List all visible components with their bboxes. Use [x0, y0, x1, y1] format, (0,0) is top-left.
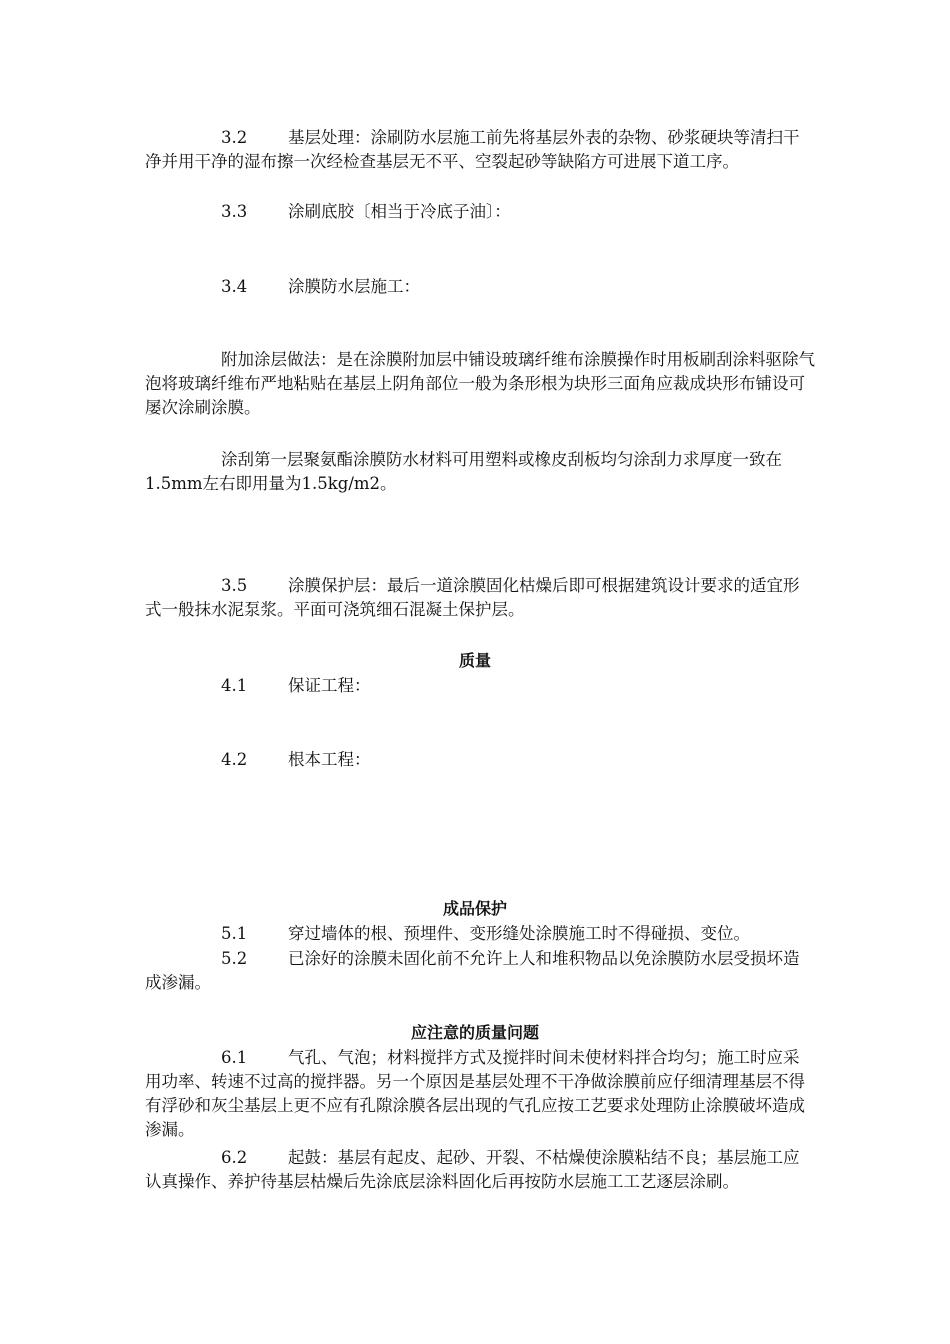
section-text: 穿过墙体的根、预埋件、变形缝处涂膜施工时不得碰损、变位。: [288, 924, 750, 943]
section-text: 涂刷底胶〔相当于冷底子油〕：: [288, 202, 511, 221]
section-number: 3.5: [221, 576, 248, 595]
section-5-2: [145, 947, 815, 995]
section-4-2: [145, 748, 815, 772]
heading-quality-issues: 应注意的质量问题: [410, 1023, 539, 1042]
heading-quality: 质量: [458, 651, 491, 670]
section-text: 起鼓：基层有起皮、起砂、开裂、不枯燥使涂膜粘结不良；基层施工应认真操作、养护待基层枯燥后先涂底层涂料固化后再按防水层施工工艺逐层涂刷。: [145, 1148, 800, 1191]
section-number: 3.3: [221, 202, 248, 221]
section-number: 5.2: [221, 949, 248, 968]
section-number: 6.2: [221, 1148, 248, 1167]
section-3-3: [145, 200, 815, 224]
section-number: 3.2: [221, 128, 248, 147]
section-5-1: [145, 922, 815, 946]
paragraph-additional-coating: 附加涂层做法：是在涂膜附加层中铺设玻璃纤维布涂膜操作时用板刷刮涂料驱除气泡将玻璃纤维布严地粘贴在基层上阴角部位一般为条形根为块形三面角应裁成块形布铺设可屡次涂刷涂膜。: [145, 350, 815, 417]
section-number: 4.2: [221, 750, 248, 769]
section-number: 5.1: [221, 924, 248, 943]
section-text: 气孔、气泡；材料搅拌方式及搅拌时间未使材料拌合均匀；施工时应采用功率、转速不过高的搅拌器。另一个原因是基层处理不干净做涂膜前应仔细清理基层不得有浮砂和灰尘基层上更不应有孔隙涂膜各层出现的气孔应按工艺要求处理防止涂膜破坏造成渗漏。: [145, 1048, 805, 1139]
section-text: 涂膜防水层施工：: [288, 277, 420, 296]
section-number: 6.1: [221, 1048, 248, 1067]
section-6-1: [145, 1046, 815, 1142]
section-number: 4.1: [221, 676, 248, 695]
heading-product-protection: 成品保护: [442, 899, 507, 918]
section-4-1: [145, 674, 815, 698]
paragraph-first-layer: 涂刮第一层聚氨酯涂膜防水材料可用塑料或橡皮刮板均匀涂刮力求厚度一致在1.5mm左右即用量为1.5kg/m2。: [145, 450, 782, 493]
section-text: 根本工程：: [288, 750, 371, 769]
section-number: 3.4: [221, 277, 248, 296]
section-text: 基层处理：涂刷防水层施工前先将基层外表的杂物、砂浆硬块等清扫干净并用干净的湿布擦一次经检查基层无不平、空裂起砂等缺陷方可进展下道工序。: [145, 128, 800, 171]
section-text: 保证工程：: [288, 676, 371, 695]
section-3-5: [145, 574, 815, 622]
section-text: 已涂好的涂膜未固化前不允许上人和堆积物品以免涂膜防水层受损坏造成渗漏。: [145, 949, 800, 992]
section-3-4: [145, 275, 815, 299]
section-3-2: [145, 126, 815, 174]
section-6-2: [145, 1146, 815, 1194]
section-text: 涂膜保护层：最后一道涂膜固化枯燥后即可根据建筑设计要求的适宜形式一般抹水泥泵浆。平面可浇筑细石混凝土保护层。: [145, 576, 800, 619]
